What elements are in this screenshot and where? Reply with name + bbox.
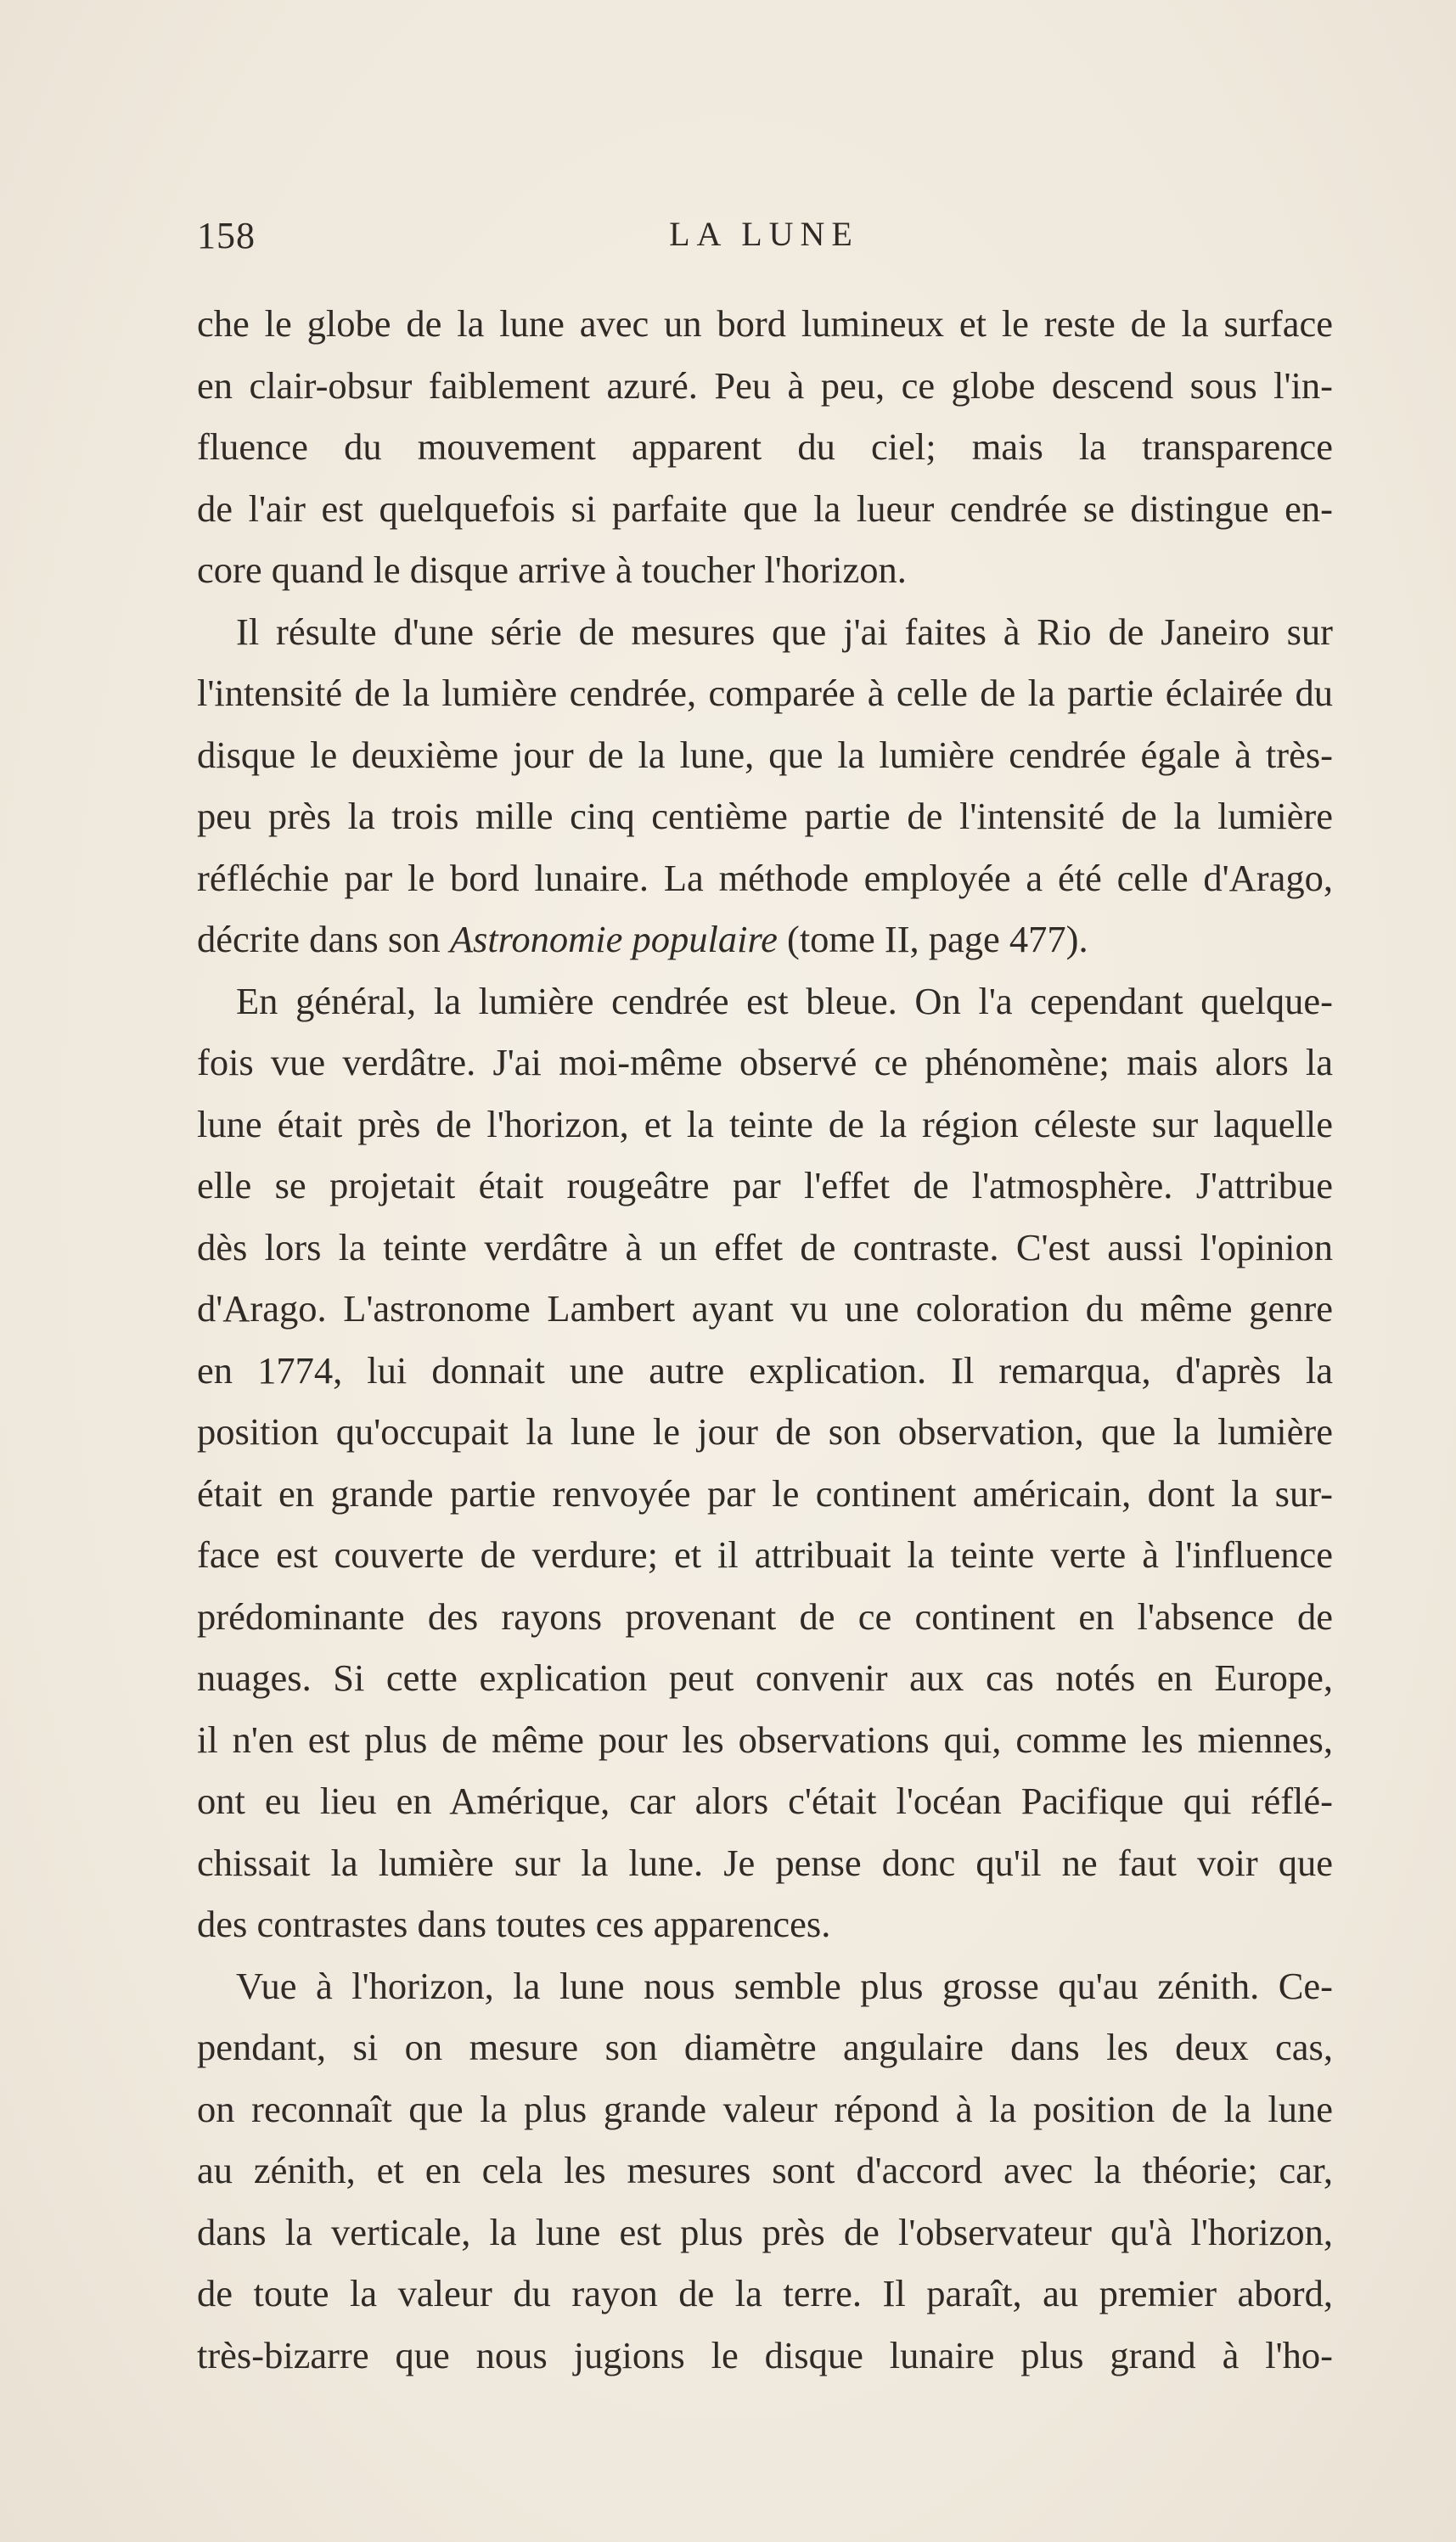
text-line: des contrastes dans toutes ces apparences. [197,1903,831,1945]
body-text [197,293,1333,2386]
text-line: en 1774, lui donnait une autre explication. Il remarqua, d'après la [197,1348,1333,1392]
text-line: au zénith, et en cela les mesures sont d'accord avec la théorie; car, [197,2149,1333,2191]
page-header [197,214,1331,273]
text-line: en clair-obsur faiblement azuré. Peu à peu, ce globe descend sous l'in- [197,363,1333,407]
text-line: dans la verticale, la lune est plus près de l'observateur qu'à l'horizon, [197,2210,1333,2253]
text-line: chissait la lumière sur la lune. Je pense donc qu'il ne faut voir que [197,1841,1333,1884]
text-line: prédominante des rayons provenant de ce continent en l'absence de [197,1594,1333,1638]
text-line: nuages. Si cette explication peut convenir aux cas notés en Europe, [197,1656,1333,1699]
text-line: En général, la lumière cendrée est bleue. On l'a cependant quelque- [236,979,1333,1022]
running-title: LA LUNE [669,215,859,253]
text-line: face est couverte de verdure; et il attribuait la teinte verte à l'influence [197,1533,1333,1576]
paragraph-4 [197,1955,1333,2387]
text-line: de l'air est quelquefois si parfaite que la lueur cendrée se distingue en- [197,486,1333,530]
text-line: l'intensité de la lumière cendrée, comparée à celle de la partie éclairée du [197,672,1333,714]
text-line: che le globe de la lune avec un bord lumineux et le reste de la surface [197,302,1333,345]
text-line: était en grande partie renvoyée par le continent américain, dont la sur- [197,1471,1333,1515]
text-line: Vue à l'horizon, la lune nous semble plus grosse qu'au zénith. Ce- [236,1964,1333,2007]
text-line: très-bizarre que nous jugions le disque lunaire plus grand à l'ho- [197,2333,1333,2376]
text-line: elle se projetait était rougeâtre par l'effet de l'atmosphère. J'attribue [197,1164,1333,1206]
paragraph-3 [197,970,1333,1955]
text-line: disque le deuxième jour de la lune, que la lumière cendrée égale à très- [197,733,1333,776]
text-line: position qu'occupait la lune le jour de son observation, que la lumière [197,1410,1333,1453]
text-line: peu près la trois mille cinq centième partie de l'intensité de la lumière [197,795,1333,837]
text-segment: décrite dans son [197,918,450,960]
page-number: 158 [197,215,256,256]
text-line: on reconnaît que la plus grande valeur répond à la position de la lune [197,2087,1333,2130]
text-line: fluence du mouvement apparent du ciel; mais la transparence [197,425,1333,468]
text-line: ont eu lieu en Amérique, car alors c'était l'océan Pacifique qui réflé- [197,1780,1333,1822]
text-line: il n'en est plus de même pour les observations qui, comme les miennes, [197,1718,1333,1761]
text-line: dès lors la teinte verdâtre à un effet de contraste. C'est aussi l'opinion [197,1225,1333,1268]
paragraph-2 [197,601,1333,970]
text-line: lune était près de l'horizon, et la teinte de la région céleste sur laquelle [197,1102,1333,1145]
text-line: réfléchie par le bord lunaire. La méthode employée a été celle d'Arago, [197,856,1333,899]
paragraph-1 [197,293,1333,601]
text-line: fois vue verdâtre. J'ai moi-même observé ce phénomène; mais alors la [197,1041,1333,1083]
text-line: d'Arago. L'astronome Lambert ayant vu une coloration du même genre [197,1287,1333,1330]
text-line: de toute la valeur du rayon de la terre. Il paraît, au premier abord, [197,2272,1333,2314]
text-line: core quand le disque arrive à toucher l'horizon. [197,548,907,591]
text-line: Il résulte d'une série de mesures que j'ai faites à Rio de Janeiro sur [236,610,1333,653]
book-title: Astronomie populaire [449,918,778,960]
text-segment: (tome II, page 477). [777,918,1088,960]
text-line [197,908,1333,970]
text-line: pendant, si on mesure son diamètre angulaire dans les deux cas, [197,2026,1333,2068]
